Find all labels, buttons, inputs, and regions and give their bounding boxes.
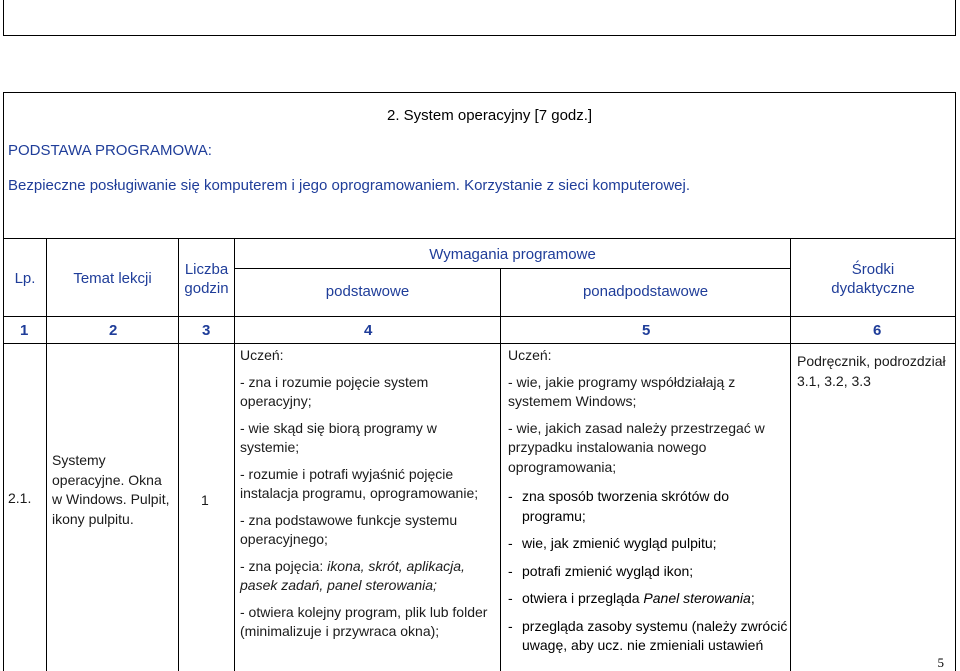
col-border-5 <box>790 238 791 671</box>
page-number: 5 <box>937 655 944 670</box>
header-liczba-line1: Liczba <box>184 261 229 278</box>
col-border-2 <box>178 238 179 671</box>
advanced-item: - wie, jakich zasad należy przestrzegać w przypadku instalowania nowego oprogramowania; <box>508 419 765 475</box>
cell-lp: 2.1. <box>8 490 32 506</box>
header-podstawowe: podstawowe <box>325 283 410 300</box>
top-frame <box>3 0 956 36</box>
basic-item: - zna i rozumie pojęcie system operacyjny; <box>240 373 429 409</box>
col-border-left <box>3 238 4 671</box>
header-temat: Temat lekcji <box>73 270 152 287</box>
advanced-item: - otwiera i przegląda Panel sterowania; <box>508 589 788 609</box>
advanced-item: - potrafi zmienić wygląd ikon; <box>508 562 788 582</box>
header-bottom-border <box>3 316 956 317</box>
column-number-3: 3 <box>202 322 211 339</box>
basic-item-text: - zna pojęcia: ikona, skrót, aplikacja, pasek zadań, panel sterowania; <box>240 557 465 593</box>
podstawa-label: PODSTAWA PROGRAMOWA: <box>8 142 212 159</box>
cell-basic <box>240 346 498 642</box>
column-number-2: 2 <box>109 322 118 339</box>
header-lp: Lp. <box>14 270 36 287</box>
cell-advanced <box>508 346 788 484</box>
column-number-4: 4 <box>364 322 373 339</box>
col-border-right <box>955 238 956 671</box>
header-liczba <box>179 260 234 298</box>
basic-item: - wie skąd się biorą programy w systemie; <box>240 419 437 455</box>
cell-resources: Podręcznik, podrozdział 3.1, 3.2, 3.3 <box>797 353 946 389</box>
col-border-1 <box>46 238 47 671</box>
section-title: 2. System operacyjny [7 godz.] <box>387 107 593 124</box>
basic-item: - rozumie i potrafi wyjaśnić pojęcie instalacja programu, oprogramowanie; <box>240 465 479 501</box>
basic-item: - otwiera kolejny program, plik lub folder (minimalizuje i przywraca okna); <box>240 603 488 639</box>
header-liczba-line2: godzin <box>184 280 229 297</box>
basic-intro: Uczeń: <box>240 347 284 363</box>
column-number-1: 1 <box>20 322 29 339</box>
numbers-bottom-border <box>3 343 956 344</box>
advanced-item: - zna sposób tworzenia skrótów do programu; <box>508 487 788 526</box>
advanced-intro: Uczeń: <box>508 347 552 363</box>
column-number-5: 5 <box>642 322 651 339</box>
table-top-border <box>3 238 956 239</box>
advanced-item: - przegląda zasoby systemu (należy zwrócić uwagę, aby ucz. nie zmieniali ustawień <box>508 617 788 656</box>
header-srodki-line2: dydaktyczne <box>831 280 915 297</box>
basic-item: - zna podstawowe funkcje systemu operacyjnego; <box>240 511 458 547</box>
header-srodki-line1: Środki <box>851 261 895 278</box>
cell-temat: Systemy operacyjne. Okna w Windows. Pulpit, ikony pulpitu. <box>52 452 170 527</box>
intro-text: Bezpieczne posługiwanie się komputerem i jego oprogramowaniem. Korzystanie z sieci komputerowej. <box>8 177 690 194</box>
col-border-3 <box>234 238 235 671</box>
basic-item <box>240 557 498 596</box>
col-border-4 <box>500 268 501 671</box>
advanced-item: - wie, jak zmienić wygląd pulpitu; <box>508 534 788 554</box>
advanced-item: - wie, jakie programy współdziałają z systemem Windows; <box>508 373 736 409</box>
advanced-list <box>508 487 788 656</box>
header-ponadpodstawowe: ponadpodstawowe <box>582 283 709 300</box>
header-wymagania: Wymagania programowe <box>429 246 596 263</box>
header-srodki <box>791 260 955 298</box>
cell-hours: 1 <box>201 492 209 508</box>
wymagania-divider <box>234 268 790 269</box>
column-number-6: 6 <box>873 322 882 339</box>
